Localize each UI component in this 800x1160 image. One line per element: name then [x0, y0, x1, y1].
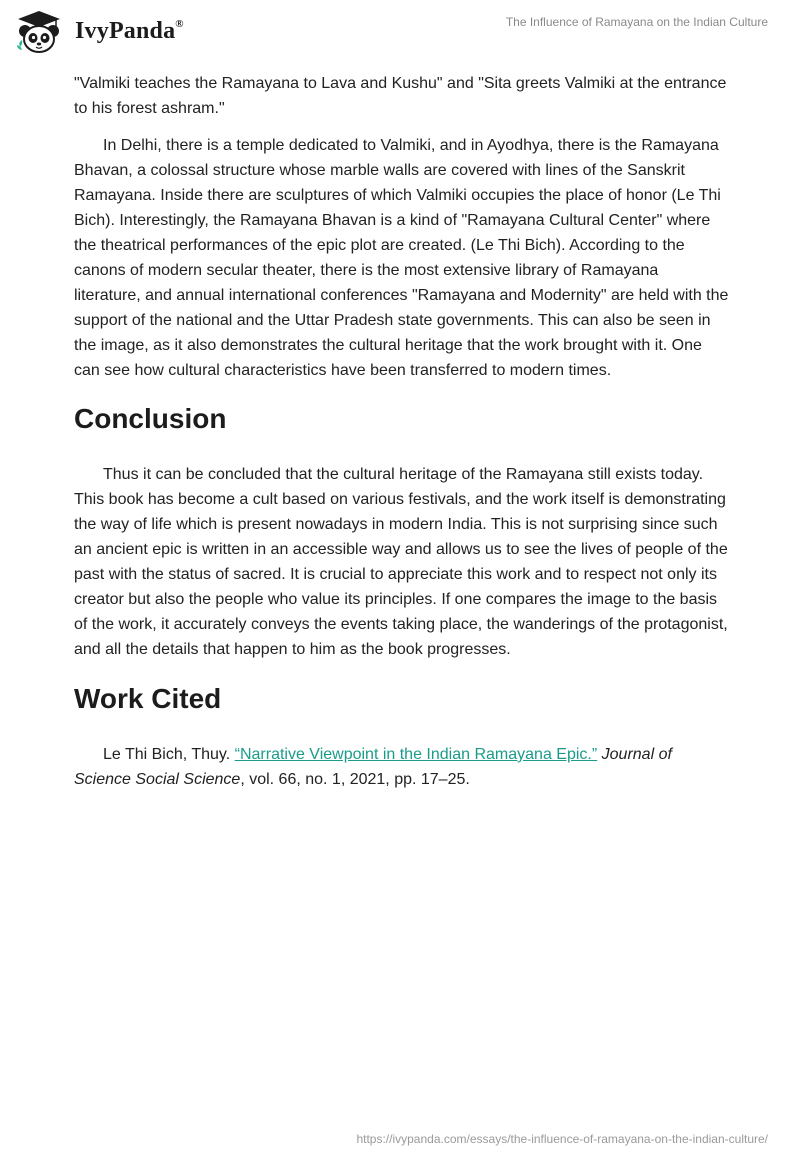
citation-entry — [74, 742, 729, 792]
citation-link[interactable]: “Narrative Viewpoint in the Indian Ramayana Epic.” — [234, 746, 598, 763]
footer-url: https://ivypanda.com/essays/the-influence-of-ramayana-on-the-indian-culture/ — [356, 1132, 768, 1146]
paragraph-continued: "Valmiki teaches the Ramayana to Lava and Kushu" and "Sita greets Valmiki at the entrance to his forest ashram." — [74, 75, 727, 117]
citation-author: Le Thi Bich, Thuy. — [103, 746, 235, 763]
page-header — [0, 0, 800, 64]
document-title: The Influence of Ramayana on the Indian Culture — [505, 15, 768, 29]
citation-journal: Journal of Science Social Science — [74, 746, 672, 788]
work-cited-heading: Work Cited — [74, 683, 222, 714]
citation-details: , vol. 66, no. 1, 2021, pp. 17–25. — [240, 771, 470, 788]
paragraph-delhi: In Delhi, there is a temple dedicated to Valmiki, and in Ayodhya, there is the Ramayana Bhavan, a colossal structure whose marble walls are covered with lines of the Sanskrit Ramayana. Inside there are sculptures of which Valmiki occupies the place of honor (Le Thi Bich). Interestingly, the Ramayana Bhavan is a kind of "Ramayana Cultural Center" where the theatrical performances of the epic plot are created. (Le Thi Bich). According to the canons of modern secular theater, there is the most extensive library of Ramayana literature, and annual international conferences "Ramayana and Modernity" are held with the support of the national and the Uttar Pradesh state governments. This can also be seen in the image, as it also demonstrates the cultural heritage that the work brought with it. One can see how cultural characteristics have been transferred to modern times. — [74, 137, 729, 379]
paragraph-conclusion: Thus it can be concluded that the cultural heritage of the Ramayana still exists today. This book has become a cult based on various festivals, and the work itself is demonstrating the way of life which is present nowadays in modern India. This is not surprising since such an ancient epic is written in an accessible way and allows us to see the lives of people of the past with the status of sacred. It is crucial to appreciate this work and to respect not only its creator but also the people who value its principles. If one compares the image to the basis of the work, it accurately conveys the events taking place, the wanderings of the protagonist, and all the details that happen to him as the book progresses. — [74, 466, 728, 658]
brand-name[interactable]: IvyPanda® — [75, 18, 184, 44]
ivypanda-logo-icon[interactable] — [14, 9, 64, 55]
conclusion-heading: Conclusion — [74, 403, 227, 434]
essay-content — [74, 71, 729, 792]
